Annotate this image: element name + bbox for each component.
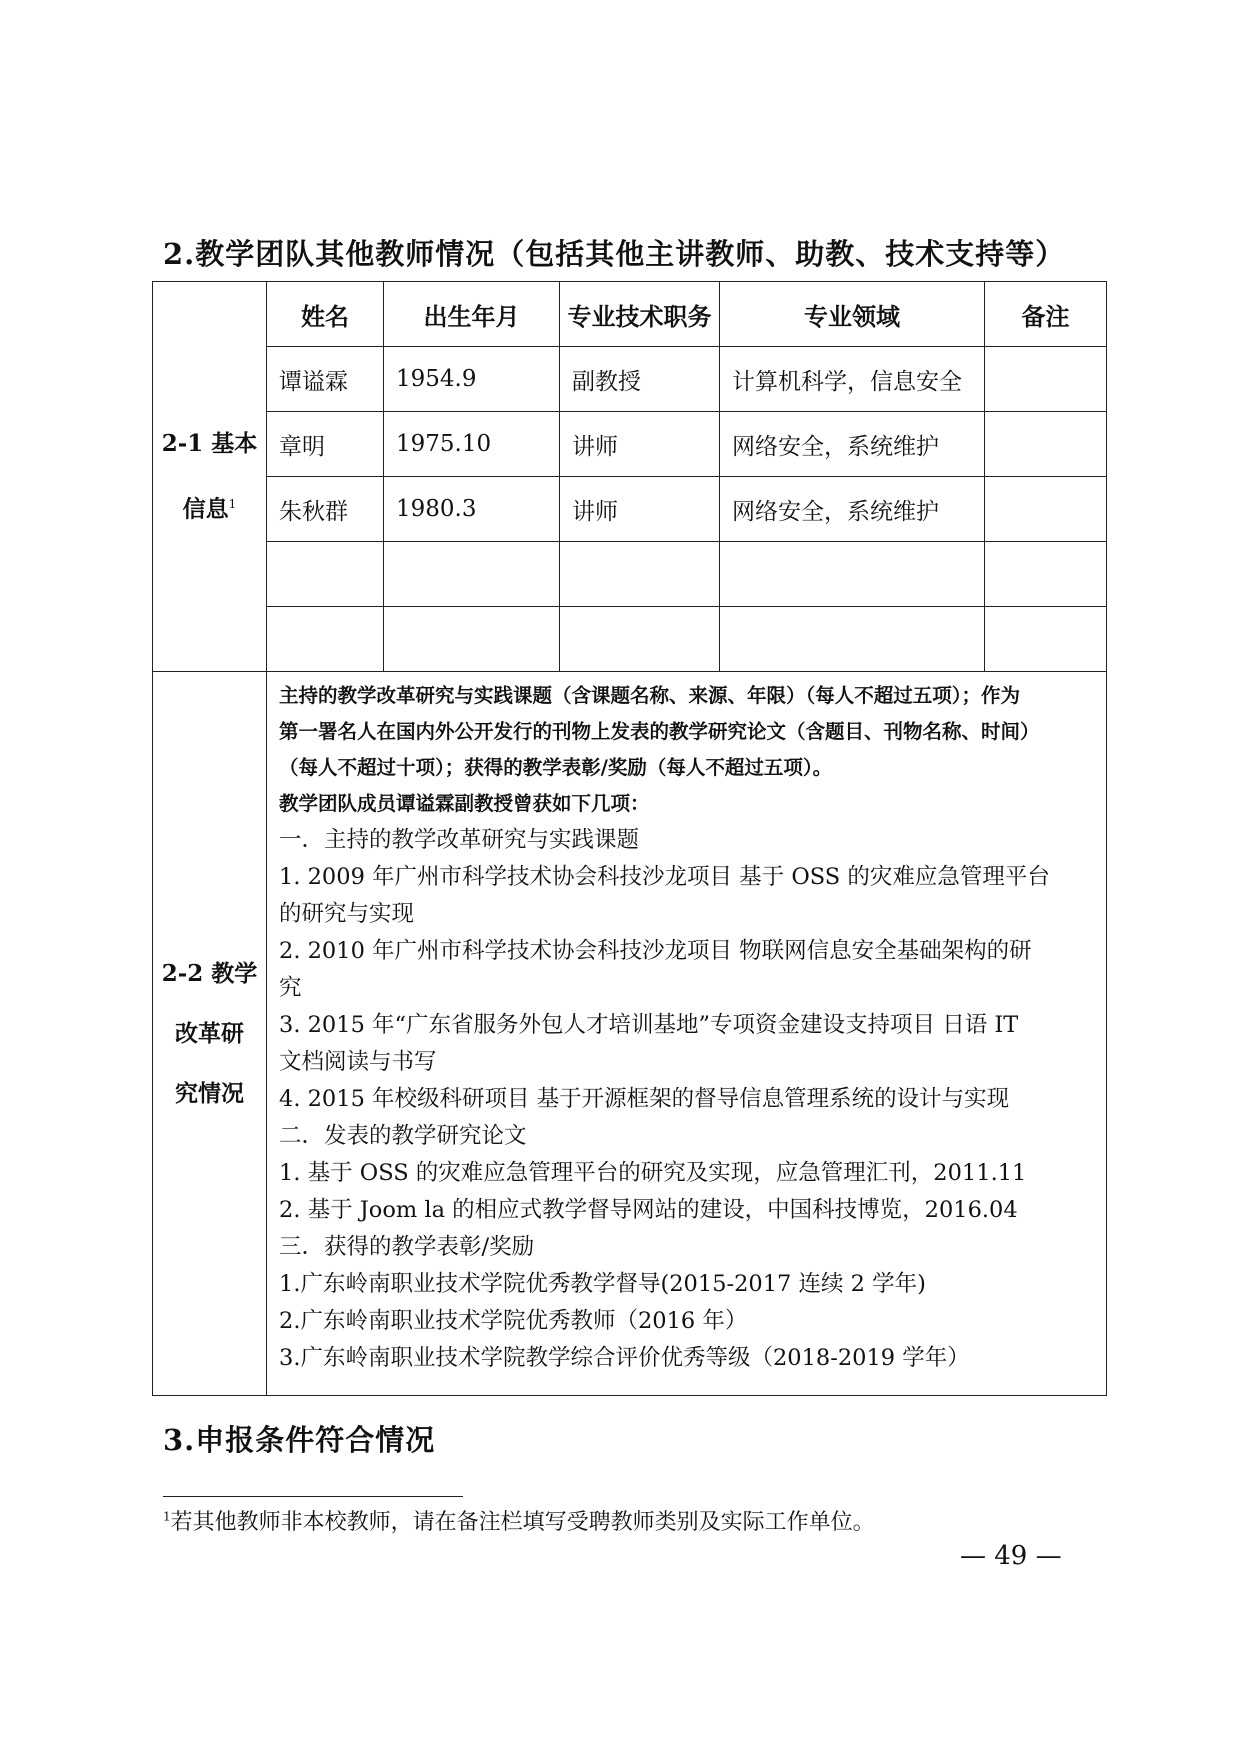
teacher-info-table	[152, 281, 1107, 1396]
reform-line: 2. 2010 年广州市科学技术协会科技沙龙项目 物联网信息安全基础架构的研	[279, 938, 1032, 964]
reform-content	[267, 672, 1107, 1396]
table-row	[153, 347, 1107, 412]
reform-line: 究	[279, 975, 302, 1001]
footnote-ref: 1	[228, 496, 237, 511]
cell-field: 网络安全，系统维护	[720, 412, 985, 477]
table-row	[153, 477, 1107, 542]
cell-birth	[384, 542, 560, 607]
row-label-reform-line: 究情况	[175, 1079, 244, 1107]
row-label-basic-info-text: 信息	[182, 495, 229, 523]
cell-name	[267, 607, 384, 672]
cell-field	[720, 542, 985, 607]
reform-line: 2. 基于 Joom la 的相应式教学督导网站的建设，中国科技博览，2016.04	[279, 1197, 1018, 1223]
header-name: 姓名	[267, 282, 384, 347]
table-header-row	[153, 282, 1107, 347]
table-row-empty	[153, 542, 1107, 607]
cell-notes	[985, 477, 1107, 542]
cell-title: 副教授	[560, 347, 720, 412]
row-label-basic-info	[153, 282, 267, 672]
section-2-title: 2.教学团队其他教师情况（包括其他主讲教师、助教、技术支持等）	[163, 237, 1066, 271]
header-title: 专业技术职务	[560, 282, 720, 347]
row-label-reform-line: 改革研	[175, 1019, 244, 1047]
section-3-title: 3.申报条件符合情况	[163, 1423, 436, 1457]
cell-name	[267, 542, 384, 607]
reform-row	[153, 672, 1107, 1396]
reform-line: 二．发表的教学研究论文	[279, 1123, 527, 1149]
cell-notes	[985, 607, 1107, 672]
footnote-text: 若其他教师非本校教师，请在备注栏填写受聘教师类别及实际工作单位。	[170, 1510, 875, 1535]
cell-title	[560, 607, 720, 672]
reform-line: 2.广东岭南职业技术学院优秀教师（2016 年）	[279, 1308, 748, 1334]
reform-line: 3. 2015 年“广东省服务外包人才培训基地”专项资金建设支持项目 日语 IT	[279, 1012, 1019, 1038]
reform-line: 1.广东岭南职业技术学院优秀教学督导(2015-2017 连续 2 学年)	[279, 1271, 926, 1297]
cell-title	[560, 542, 720, 607]
reform-intro-line: 第一署名人在国内外公开发行的刊物上发表的教学研究论文（含题目、刊物名称、时间）	[279, 720, 1040, 743]
cell-birth: 1954.9	[384, 347, 560, 412]
reform-intro-line: 主持的教学改革研究与实践课题（含课题名称、来源、年限）（每人不超过五项）；作为	[279, 684, 1021, 707]
cell-birth: 1975.10	[384, 412, 560, 477]
page-number: — 49 —	[960, 1541, 1062, 1571]
header-notes: 备注	[985, 282, 1107, 347]
cell-birth: 1980.3	[384, 477, 560, 542]
reform-line: 4. 2015 年校级科研项目 基于开源框架的督导信息管理系统的设计与实现	[279, 1086, 1010, 1112]
cell-name: 谭谥霖	[267, 347, 384, 412]
table-row-empty	[153, 607, 1107, 672]
row-label-basic-info-line1: 2-1 基本	[161, 429, 258, 457]
cell-notes	[985, 412, 1107, 477]
reform-line: 三．获得的教学表彰/奖励	[279, 1234, 535, 1260]
cell-notes	[985, 347, 1107, 412]
cell-birth	[384, 607, 560, 672]
header-field: 专业领域	[720, 282, 985, 347]
cell-field	[720, 607, 985, 672]
cell-name: 章明	[267, 412, 384, 477]
cell-field: 计算机科学，信息安全	[720, 347, 985, 412]
footnote-divider	[163, 1496, 463, 1497]
reform-line: 3.广东岭南职业技术学院教学综合评价优秀等级（2018-2019 学年）	[279, 1345, 970, 1371]
cell-notes	[985, 542, 1107, 607]
footnote-mark: 1	[163, 1509, 171, 1524]
cell-name: 朱秋群	[267, 477, 384, 542]
row-label-reform	[153, 672, 267, 1396]
reform-line: 文档阅读与书写	[279, 1049, 437, 1075]
row-label-reform-line: 2-2 教学	[161, 959, 258, 987]
cell-field: 网络安全，系统维护	[720, 477, 985, 542]
cell-title: 讲师	[560, 412, 720, 477]
reform-line: 一．主持的教学改革研究与实践课题	[279, 827, 640, 853]
cell-title: 讲师	[560, 477, 720, 542]
reform-intro-line: 教学团队成员谭谥霖副教授曾获如下几项：	[279, 792, 650, 815]
table-row	[153, 412, 1107, 477]
footnote	[163, 1505, 875, 1536]
reform-line: 1. 2009 年广州市科学技术协会科技沙龙项目 基于 OSS 的灾难应急管理平台	[279, 864, 1050, 890]
reform-line: 1. 基于 OSS 的灾难应急管理平台的研究及实现，应急管理汇刊，2011.11	[279, 1160, 1027, 1186]
reform-line: 的研究与实现	[279, 901, 415, 927]
header-birth: 出生年月	[384, 282, 560, 347]
reform-intro-line: （每人不超过十项）；获得的教学表彰/奖励（每人不超过五项）。	[279, 756, 833, 779]
row-label-basic-info-line2	[153, 474, 266, 540]
